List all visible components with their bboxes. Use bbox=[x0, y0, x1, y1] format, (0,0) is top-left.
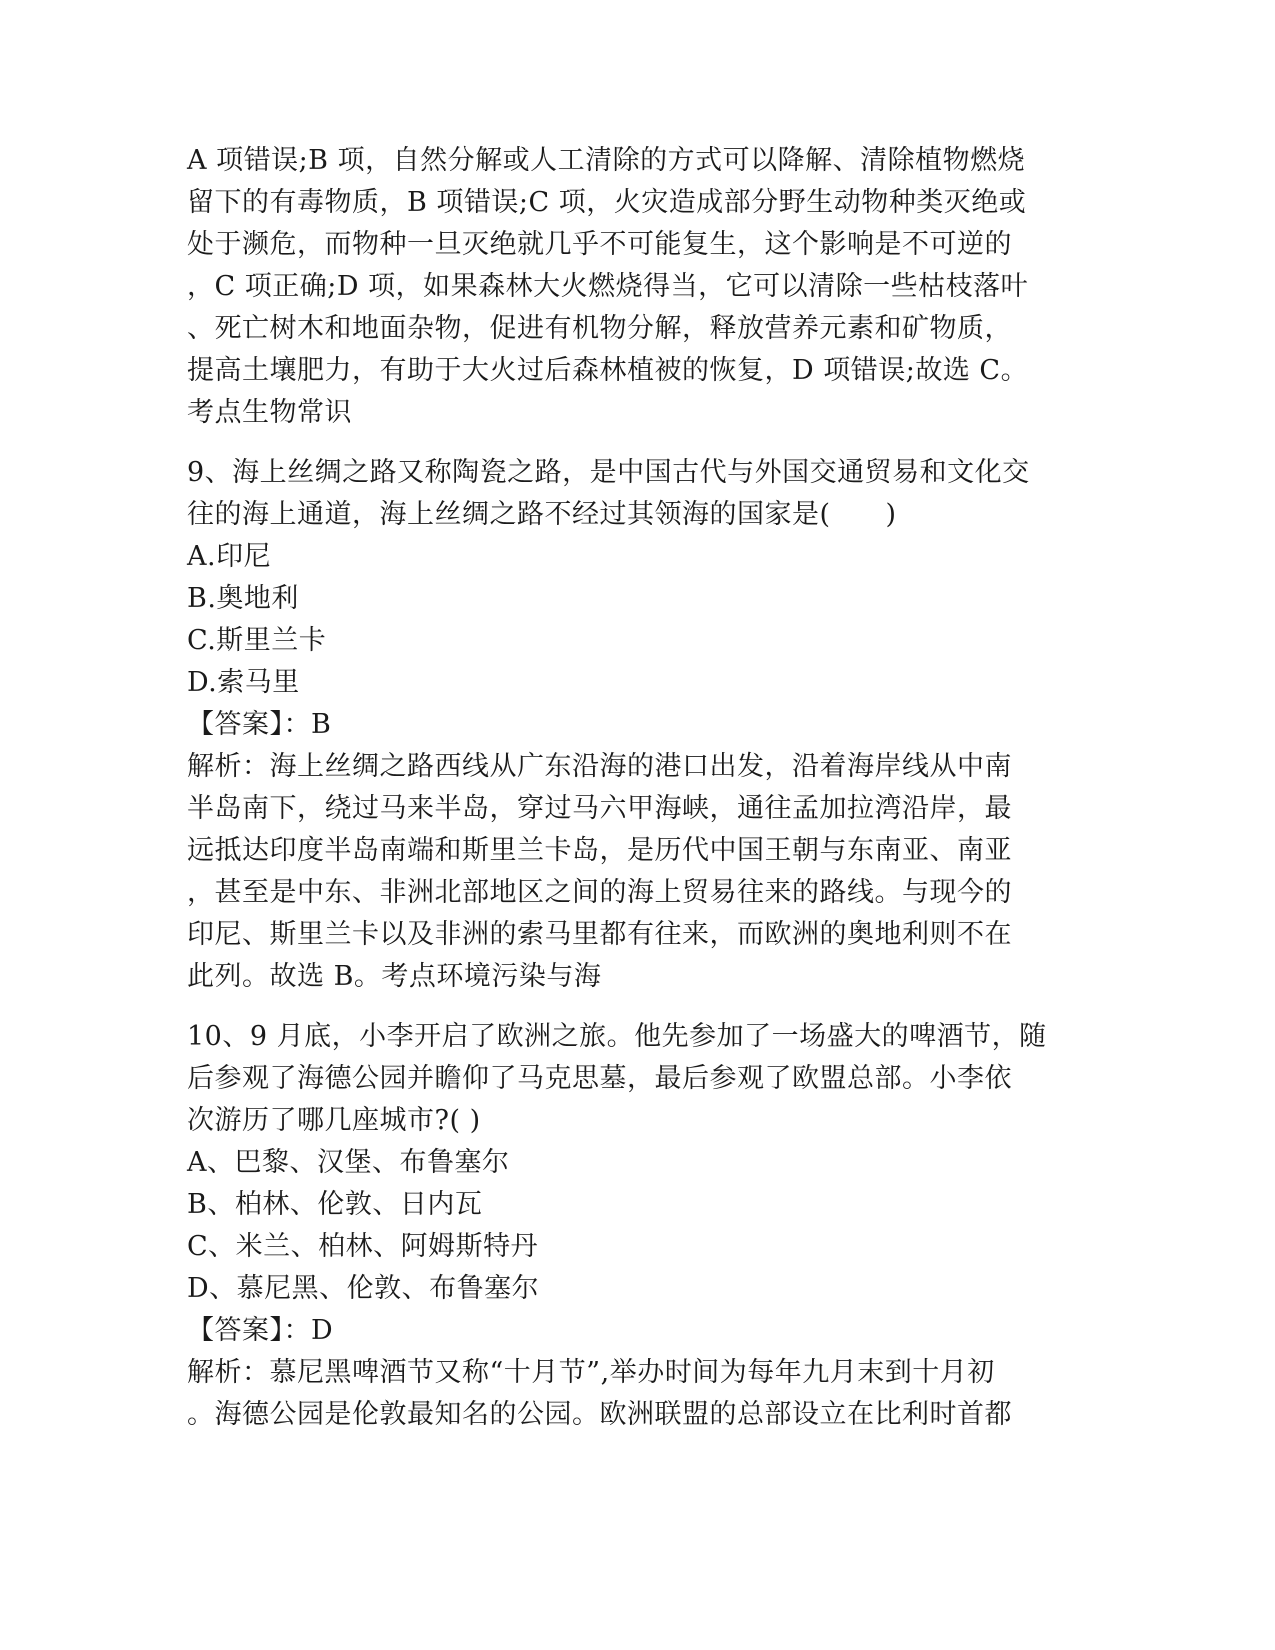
q9-explanation-line-4: ，甚至是中东、非洲北部地区之间的海上贸易往来的路线。与现今的 bbox=[187, 877, 1012, 908]
q9-answer: 【答案】：B bbox=[187, 709, 332, 740]
q10-explanation-line-2: 。海德公园是伦敦最知名的公园。欧洲联盟的总部设立在比利时首都 bbox=[187, 1399, 1012, 1430]
prev-explanation-line-5: 、死亡树木和地面杂物，促进有机物分解，释放营养元素和矿物质， bbox=[187, 313, 1012, 344]
q9-option-a: A.印尼 bbox=[187, 541, 272, 572]
prev-explanation-line-2: 留下的有毒物质，B 项错误;C 项，火灾造成部分野生动物种类灭绝或 bbox=[187, 187, 1027, 218]
q10-stem-line-3: 次游历了哪几座城市?( ) bbox=[187, 1105, 481, 1136]
q9-explanation-line-2: 半岛南下，绕过马来半岛，穿过马六甲海峡，通往孟加拉湾沿岸，最 bbox=[187, 793, 1012, 824]
q10-explanation-line-1: 解析：慕尼黑啤酒节又称“十月节”,举办时间为每年九月末到十月初 bbox=[187, 1357, 995, 1388]
q9-option-b: B.奥地利 bbox=[187, 583, 299, 614]
prev-explanation-line-3: 处于濒危，而物种一旦灭绝就几乎不可能复生，这个影响是不可逆的 bbox=[187, 229, 1012, 260]
prev-explanation-line-1: A 项错误;B 项，自然分解或人工清除的方式可以降解、清除植物燃烧 bbox=[187, 145, 1026, 176]
q9-explanation-line-3: 远抵达印度半岛南端和斯里兰卡岛，是历代中国王朝与东南亚、南亚 bbox=[187, 835, 1012, 866]
q9-option-c: C.斯里兰卡 bbox=[187, 625, 327, 656]
q10-answer: 【答案】：D bbox=[187, 1315, 334, 1346]
q9-explanation-line-6: 此列。故选 B。考点环境污染与海 bbox=[187, 961, 602, 992]
q9-explanation-line-1: 解析：海上丝绸之路西线从广东沿海的港口出发，沿着海岸线从中南 bbox=[187, 751, 1012, 782]
q9-explanation-line-5: 印尼、斯里兰卡以及非洲的索马里都有往来，而欧洲的奥地利则不在 bbox=[187, 919, 1012, 950]
q10-stem-line-1: 10、9 月底，小李开启了欧洲之旅。他先参加了一场盛大的啤酒节，随 bbox=[187, 1021, 1047, 1052]
q9-stem-line-1: 9、海上丝绸之路又称陶瓷之路，是中国古代与外国交通贸易和文化交 bbox=[187, 457, 1030, 488]
q9-option-d: D.索马里 bbox=[187, 667, 300, 698]
q10-option-d: D、慕尼黑、伦敦、布鲁塞尔 bbox=[187, 1273, 540, 1304]
prev-explanation-line-6: 提高土壤肥力，有助于大火过后森林植被的恢复，D 项错误;故选 C。 bbox=[187, 355, 1029, 386]
q10-option-a: A、巴黎、汉堡、布鲁塞尔 bbox=[187, 1147, 510, 1178]
q10-option-b: B、柏林、伦敦、日内瓦 bbox=[187, 1189, 483, 1220]
q9-stem-line-2: 往的海上通道，海上丝绸之路不经过其领海的国家是( ) bbox=[187, 499, 897, 530]
q10-option-c: C、米兰、柏林、阿姆斯特丹 bbox=[187, 1231, 539, 1262]
q10-stem-line-2: 后参观了海德公园并瞻仰了马克思墓，最后参观了欧盟总部。小李依 bbox=[187, 1063, 1012, 1094]
prev-explanation-line-4: ，C 项正确;D 项，如果森林大火燃烧得当，它可以清除一些枯枝落叶 bbox=[187, 271, 1029, 302]
prev-topic: 考点生物常识 bbox=[187, 397, 352, 428]
